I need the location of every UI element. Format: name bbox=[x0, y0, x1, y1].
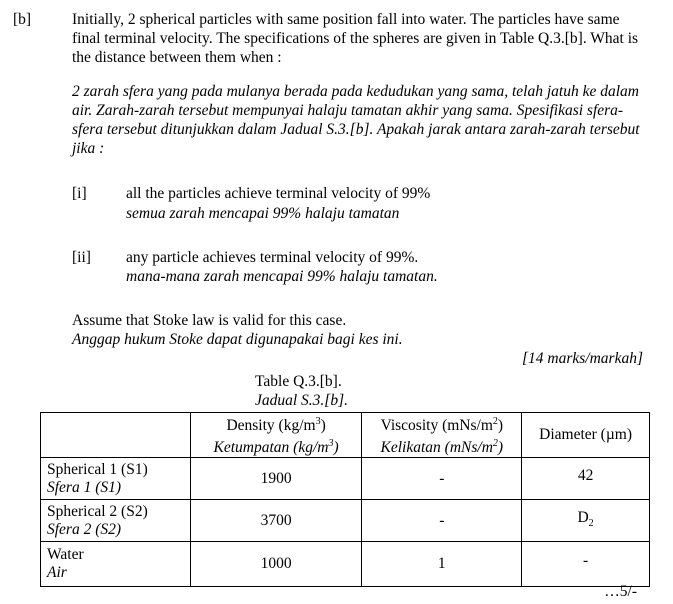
diameter-value: - bbox=[522, 542, 650, 587]
table-row bbox=[41, 500, 650, 542]
table-header-row bbox=[41, 413, 650, 458]
density-value: 1900 bbox=[190, 458, 362, 500]
item-ii-label: [ii] bbox=[72, 249, 91, 266]
row-label-s1: Spherical 1 (S1) Sfera 1 (S1) bbox=[41, 458, 191, 500]
item-ii-malay: mana-mana zarah mencapai 99% halaju tamatan. bbox=[126, 268, 438, 285]
table-caption-english: Table Q.3.[b]. bbox=[255, 373, 342, 390]
specification-table bbox=[40, 412, 650, 587]
question-label: [b] bbox=[13, 11, 32, 28]
assumption-english: Assume that Stoke law is valid for this case. bbox=[72, 312, 347, 329]
density-value: 3700 bbox=[190, 500, 362, 542]
header-diameter: Diameter (µm) bbox=[522, 413, 650, 458]
page-marker: …5/- bbox=[604, 583, 637, 600]
question-text-english: Initially, 2 spherical particles with same position fall into water. The particles have same final terminal velocity. The specifications of the spheres are given in Table Q.3.[b]. What is the distance between them when : bbox=[72, 11, 639, 66]
table-caption-malay: Jadual S.3.[b]. bbox=[255, 392, 348, 409]
table-row bbox=[41, 458, 650, 500]
viscosity-value: 1 bbox=[362, 542, 522, 587]
density-value: 1000 bbox=[190, 542, 362, 587]
diameter-value: $D_2$ bbox=[522, 500, 650, 542]
header-viscosity: Viscosity $(mNs/m^2)$ Kelikatan $(mNs/m^2)$ bbox=[362, 413, 522, 458]
viscosity-value: - bbox=[362, 500, 522, 542]
assumption-malay: Anggap hukum Stoke dapat digunapakai bagi kes ini. bbox=[72, 331, 403, 348]
item-i-malay: semua zarah mencapai 99% halaju tamatan bbox=[126, 205, 400, 222]
header-density: Density $(kg/m^3)$ Ketumpatan $(kg/m^3)$ bbox=[190, 413, 362, 458]
viscosity-value: - bbox=[362, 458, 522, 500]
item-ii-english: any particle achieves terminal velocity of 99%. bbox=[126, 249, 419, 266]
row-label-water: Water Air bbox=[41, 542, 191, 587]
item-i-english: all the particles achieve terminal velocity of 99% bbox=[126, 185, 431, 202]
table-row bbox=[41, 542, 650, 587]
diameter-value: 42 bbox=[522, 458, 650, 500]
question-text-malay: 2 zarah sfera yang pada mulanya berada pada kedudukan yang sama, telah jatuh ke dalam air. Zarah-zarah tersebut mempunyai halaju tamatan akhir yang sama. Spesifikasi sfera-sfera tersebut ditunjukkan dalam Jadual S.3.[b]. Apakah jarak antara zarah-zarah tersebut jika : bbox=[72, 83, 640, 157]
row-label-s2: Spherical 2 (S2) Sfera 2 (S2) bbox=[41, 500, 191, 542]
item-i-label: [i] bbox=[72, 185, 87, 202]
marks-allocation: [14 marks/markah] bbox=[522, 350, 643, 367]
header-empty-cell bbox=[41, 413, 191, 458]
